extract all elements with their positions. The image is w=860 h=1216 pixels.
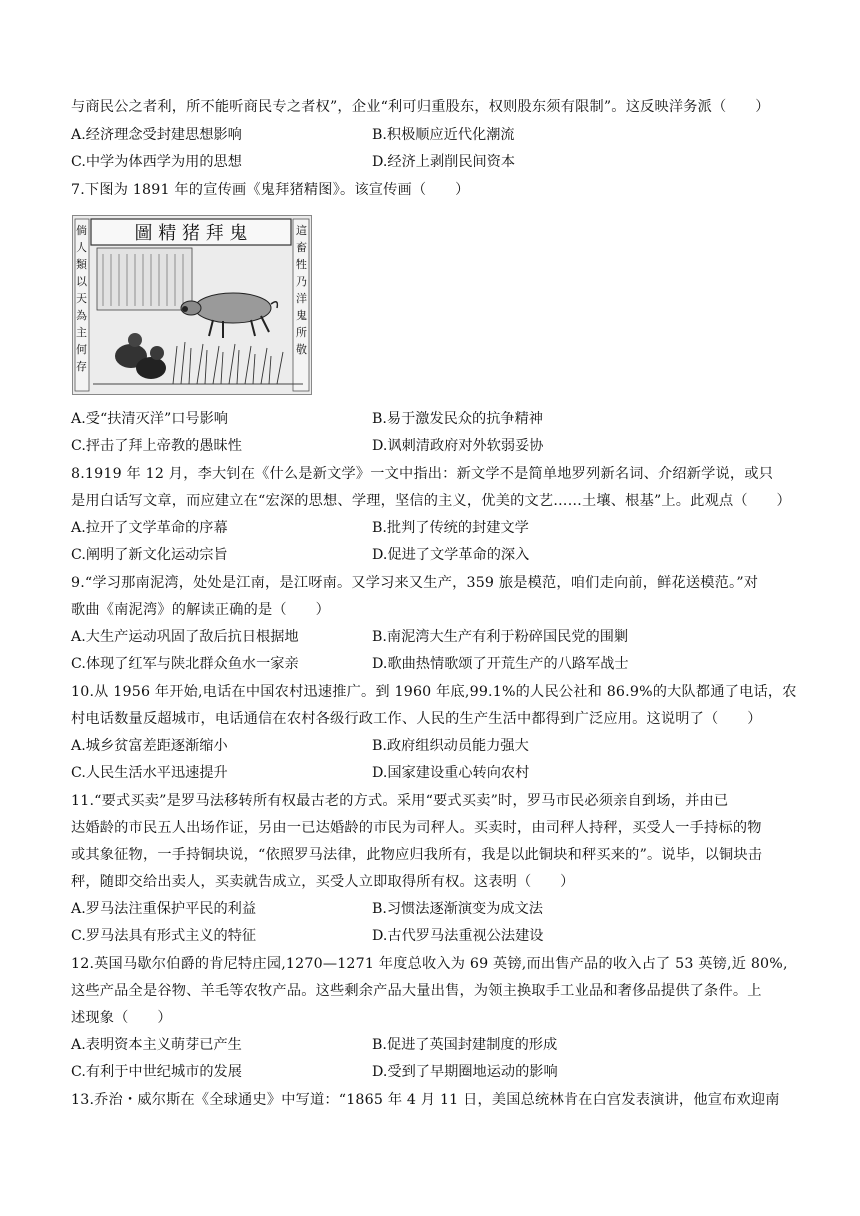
q13-stem-line-1: 13.乔治・威尔斯在《全球通史》中写道：“1865 年 4 月 11 日，美国总统林肯在白宫发表演讲，他宣布欢迎南 [71, 1092, 780, 1108]
q12-stem-line-3: 述现象（ ） [71, 1010, 172, 1026]
illustration-left-text-char: 為 [76, 309, 87, 322]
q12-option-c: C.有利于中世纪城市的发展 [71, 1064, 242, 1080]
q11-stem-line-2: 达婚龄的市民五人出场作证，另由一已达婚龄的市民为司秤人。买卖时，由司秤人持秤，买受人一手持标的物 [71, 820, 762, 836]
q8-stem-line-1: 8.1919 年 12 月，李大钊在《什么是新文学》一文中指出：新文学不是简单地罗列新名词、介绍新学说，或只 [71, 466, 774, 482]
propaganda-illustration [72, 215, 312, 395]
q6-option-c: C.中学为体西学为用的思想 [71, 154, 242, 170]
q11-option-c: C.罗马法具有形式主义的特征 [71, 928, 257, 944]
illustration-left-text-char: 倘 [76, 224, 87, 237]
q11-stem-line-1: 11.“要式买卖”是罗马法移转所有权最古老的方式。采用“要式买卖”时，罗马市民必须亲自到场，并由已 [71, 793, 729, 809]
q9-stem-line-2: 歌曲《南泥湾》的解读正确的是（ ） [71, 602, 330, 618]
q6-stem-continued: 与商民公之者利，所不能听商民专之者权”，企业“利可归重股东，权则股东须有限制”。这反映洋务派（ ） [71, 99, 770, 115]
illustration-drawing [73, 216, 311, 394]
q7-option-b: B.易于激发民众的抗争精神 [372, 411, 543, 427]
q9-option-b: B.南泥湾大生产有利于粉碎国民党的围剿 [372, 629, 629, 645]
q12-option-d: D.受到了早期圈地运动的影响 [372, 1064, 558, 1080]
q7-option-d: D.讽刺清政府对外软弱妥协 [372, 438, 544, 454]
illustration-right-text-char: 敬 [296, 343, 307, 356]
illustration-left-text-char: 天 [76, 292, 87, 305]
q11-stem-line-4: 秤，随即交给出卖人，买卖就告成立，买受人立即取得所有权。这表明（ ） [71, 874, 575, 890]
illustration-right-text-char: 乃 [296, 275, 307, 288]
illustration-right-text-char: 這 [296, 224, 307, 237]
q10-option-c: C.人民生活水平迅速提升 [71, 765, 228, 781]
q6-option-d: D.经济上剥削民间资本 [372, 154, 516, 170]
q7-option-c: C.抨击了拜上帝教的愚昧性 [71, 438, 242, 454]
q8-option-d: D.促进了文学革命的深入 [372, 547, 530, 563]
q9-option-d: D.歌曲热情歌颂了开荒生产的八路军战士 [372, 656, 629, 672]
q12-stem-line-1: 12.英国马歇尔伯爵的肯尼特庄园,1270—1271 年度总收入为 69 英镑,而出售产品的收入占了 53 英镑,近 80%, [71, 956, 788, 972]
q6-option-a: A.经济理念受封建思想影响 [71, 127, 242, 143]
q11-option-a: A.罗马法注重保护平民的利益 [71, 901, 257, 917]
q11-option-b: B.习惯法逐渐演变为成文法 [372, 901, 543, 917]
q10-stem-line-1: 10.从 1956 年开始,电话在中国农村迅速推广。到 1960 年底,99.1%的人民公社和 86.9%的大队都通了电话，农 [71, 684, 797, 700]
q8-stem-line-2: 是用白话写文章，而应建立在“宏深的思想、学理，坚信的主义，优美的文艺……土壤、根基”上。此观点（ ） [71, 493, 791, 509]
q10-stem-line-2: 村电话数量反超城市，电话通信在农村各级行政工作、人民的生产生活中都得到广泛应用。这说明了（ ） [71, 711, 762, 727]
illustration-right-text-char: 洋 [296, 292, 307, 305]
illustration-title: 圖 精 猪 拜 鬼 [134, 223, 248, 244]
illustration-left-text-char: 存 [76, 360, 87, 373]
q7-option-a: A.受“扶清灭洋”口号影响 [71, 411, 228, 427]
illustration-left-caption [76, 223, 88, 373]
q10-option-b: B.政府组织动员能力强大 [372, 738, 529, 754]
q8-option-c: C.阐明了新文化运动宗旨 [71, 547, 228, 563]
illustration-right-text-char: 鬼 [296, 309, 307, 322]
q9-option-c: C.体现了红军与陕北群众鱼水一家亲 [71, 656, 299, 672]
illustration-left-text-char: 主 [76, 326, 87, 339]
illustration-right-text-char: 牲 [296, 258, 307, 271]
q8-option-b: B.批判了传统的封建文学 [372, 520, 529, 536]
q12-stem-line-2: 这些产品全是谷物、羊毛等农牧产品。这些剩余产品大量出售，为领主换取手工业品和奢侈品提供了条件。上 [71, 983, 762, 999]
q8-option-a: A.拉开了文学革命的序幕 [71, 520, 228, 536]
q11-stem-line-3: 或其象征物，一手持铜块说，“依照罗马法律，此物应归我所有，我是以此铜块和秤买来的”。说毕，以铜块击 [71, 847, 763, 863]
illustration-right-text-char: 所 [296, 326, 307, 339]
q10-option-a: A.城乡贫富差距逐渐缩小 [71, 738, 228, 754]
illustration-left-text-char: 何 [76, 343, 87, 356]
q10-option-d: D.国家建设重心转向农村 [372, 765, 530, 781]
q9-option-a: A.大生产运动巩固了敌后抗日根据地 [71, 629, 299, 645]
q12-option-a: A.表明资本主义萌芽已产生 [71, 1037, 242, 1053]
illustration-left-text-char: 類 [76, 258, 87, 271]
illustration-left-text-char: 以 [76, 275, 87, 288]
illustration-right-text-char: 畜 [296, 241, 307, 254]
q11-option-d: D.古代罗马法重视公法建设 [372, 928, 544, 944]
q9-stem-line-1: 9.“学习那南泥湾，处处是江南，是江呀南。又学习来又生产，359 旅是模范，咱们走向前，鲜花送模范。”对 [71, 575, 759, 591]
q6-option-b: B.积极顺应近代化潮流 [372, 127, 515, 143]
illustration-left-text-char: 人 [76, 241, 87, 254]
q12-option-b: B.促进了英国封建制度的形成 [372, 1037, 558, 1053]
q7-stem: 7.下图为 1891 年的宣传画《鬼拜猪精图》。该宣传画（ ） [71, 182, 470, 198]
